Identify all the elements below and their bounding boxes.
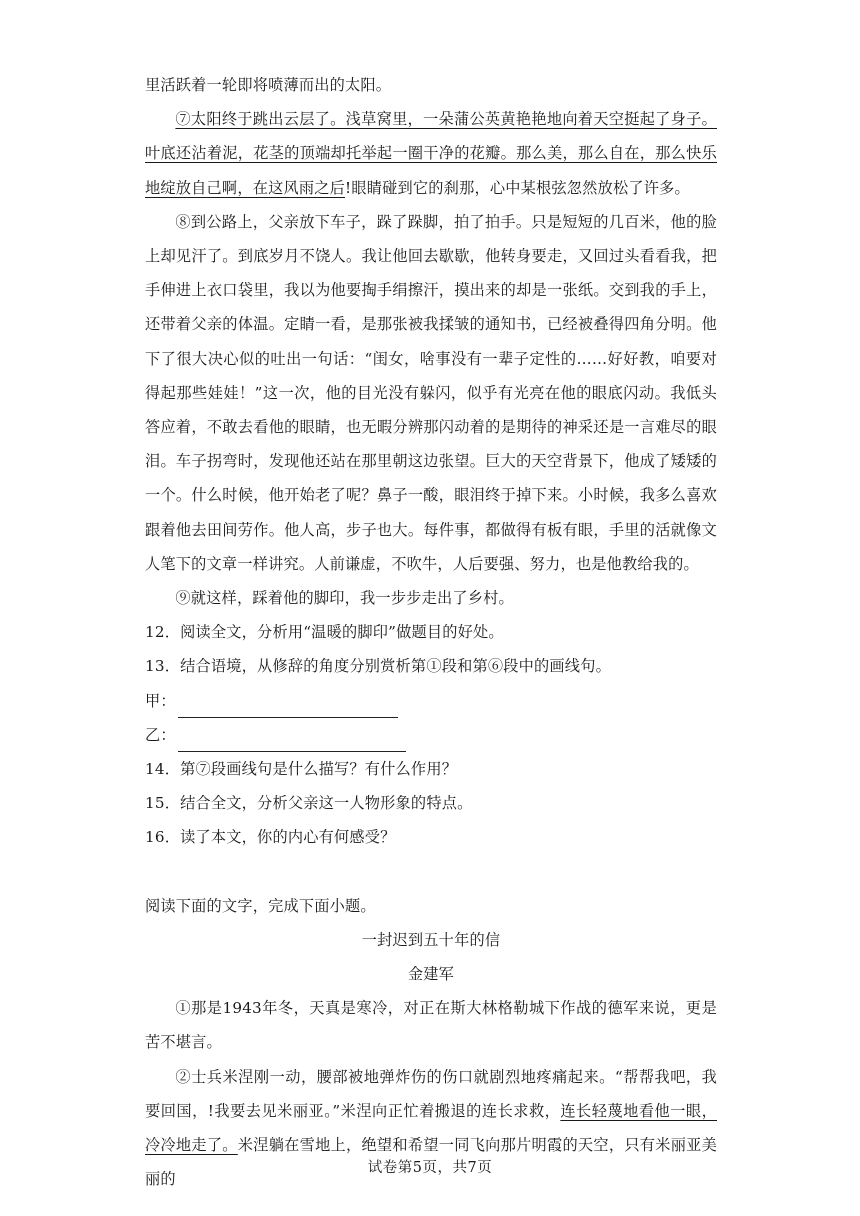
question-15: 15．结合全文，分析父亲这一人物形象的特点。 bbox=[145, 794, 473, 813]
page-content bbox=[145, 68, 717, 1197]
answer-line-yi bbox=[145, 718, 717, 752]
paragraph-8: ⑧到公路上，父亲放下车子，跺了跺脚，拍了拍手。只是短短的几百米，他的脸上却见汗了。到底岁月不饶人。我让他回去歇歇，他转身要走，又回过头看看我，把手伸进上衣口袋里，我以为他要掏手绢擦汗，摸出来的却是一张纸。交到我的手上，还带着父亲的体温。定睛一看，是那张被我揉皱的通知书，已经被叠得四角分明。他下了很大决心似的吐出一句话：“闺女，啥事没有一辈子定性的……好好教，咱要对得起那些娃娃！”这一次，他的目光没有躲闪，似乎有光亮在他的眼底闪动。我低头答应着，不敢去看他的眼睛，也无暇分辨那闪动着的是期待的神采还是一言难尽的眼泪。车子拐弯时，发现他还站在那里朝这边张望。巨大的天空背景下，他成了矮矮的一个。什么时候，他开始老了呢？鼻子一酸，眼泪终于掉下来。小时候，我多么喜欢跟着他去田间劳作。他人高，步子也大。每件事，都做得有板有眼，手里的活就像文人笔下的文章一样讲究。人前谦虚，不吹牛，人后要强、努力，也是他教给我的。 bbox=[145, 212, 717, 573]
article-paragraph-2-start: ②士兵米涅刚一动，腰部被地弹炸伤的伤口就剧烈地疼痛起来。“帮帮我吧，我要回国，!我要去见米丽亚。”米涅向正忙着搬退的连长求救， bbox=[145, 1067, 717, 1120]
underlined-sentence-7: ⑦太阳终于跳出云层了。浅草窝里，一朵蒲公英黄艳艳地向着天空挺起了身子。叶底还沾着泥，花茎的顶端却托举起一圈干净的花瓣。那么美，那么自在，那么快乐地绽放自己啊，在这风雨之后 bbox=[145, 110, 717, 197]
answer-label-jia: 甲： bbox=[145, 691, 176, 710]
article-author: 金建军 bbox=[407, 965, 455, 984]
question-14: 14．第⑦段画线句是什么描写？有什么作用？ bbox=[145, 760, 458, 779]
question-16: 16．读了本文，你的内心有何感受？ bbox=[145, 828, 396, 847]
reading-instruction: 阅读下面的文字，完成下面小题。 bbox=[145, 896, 376, 915]
paragraph-7 bbox=[145, 102, 717, 205]
answer-blank-jia[interactable] bbox=[178, 695, 398, 718]
paragraph-continuation: 里活跃着一轮即将喷薄而出的太阳。 bbox=[145, 76, 392, 94]
paragraph-7-rest: !眼睛碰到它的刹那，心中某根弦忽然放松了许多。 bbox=[345, 178, 690, 197]
page-footer: 试卷第5页，共7页 bbox=[367, 1160, 493, 1176]
answer-line-jia bbox=[145, 684, 717, 718]
article-paragraph-1: ①那是1943年冬，天真是寒冷，对正在斯大林格勒城下作战的德军来说，更是苦不堪言。 bbox=[145, 999, 717, 1052]
paragraph-9: ⑨就这样，踩着他的脚印，我一步步走出了乡村。 bbox=[175, 589, 514, 608]
question-13: 13．结合语境，从修辞的角度分别赏析第①段和第⑥段中的画线句。 bbox=[145, 657, 611, 676]
section-spacer bbox=[145, 855, 717, 889]
answer-label-yi: 乙： bbox=[145, 725, 176, 744]
question-12: 12．阅读全文，分析用“温暖的脚印”做题目的好处。 bbox=[145, 623, 504, 642]
article-paragraph-2-end: 米涅躺在雪地上，绝望和希望一同飞向那片明霞的天空，只有米丽亚美丽的 bbox=[145, 1136, 718, 1189]
answer-blank-yi[interactable] bbox=[178, 729, 406, 752]
underlined-sentence-captain: 连长轻蔑地看他一眼，冷冷地走了。 bbox=[145, 1101, 718, 1155]
article-title: 一封迟到五十年的信 bbox=[361, 930, 501, 949]
